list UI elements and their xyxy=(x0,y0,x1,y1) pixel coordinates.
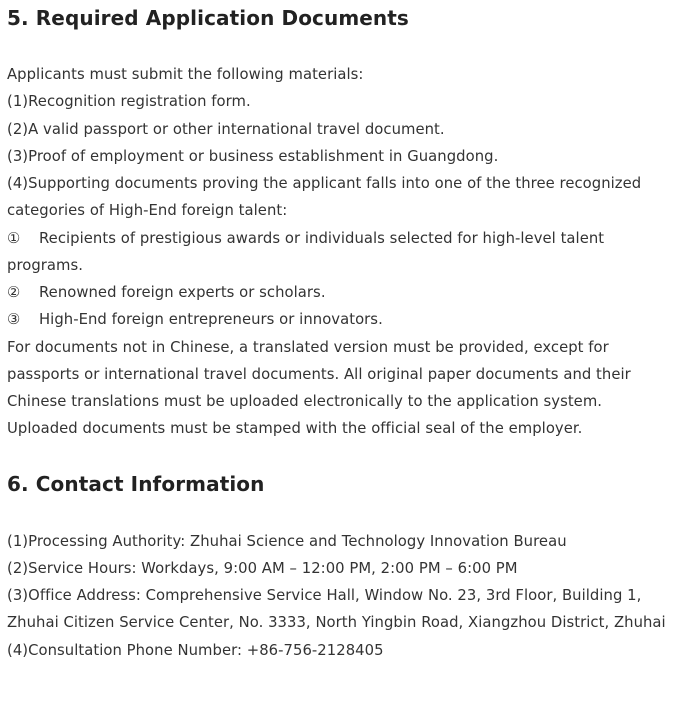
list-item xyxy=(7,555,668,582)
circled-number: ② xyxy=(7,284,21,301)
category-item xyxy=(7,306,668,333)
list-marker: (1) xyxy=(7,532,29,550)
list-marker: (4) xyxy=(7,175,29,192)
list-item-text: Processing Authority: Zhuhai Science and Technology Innovation Bureau xyxy=(28,532,567,550)
list-marker: (2) xyxy=(7,120,29,138)
note-paragraph: For documents not in Chinese, a translated version must be provided, except for passports or international travel documents. All original paper documents and their Chinese translations must be uploaded electronically to the application system. Uploaded documents must be stamped with the official seal of the employer. xyxy=(7,338,631,438)
section-body xyxy=(7,528,668,664)
category-item-text: Recipients of prestigious awards or individuals selected for high-level talent programs. xyxy=(7,229,605,274)
section-required-documents xyxy=(7,0,668,443)
category-item xyxy=(7,279,668,306)
list-item xyxy=(7,143,668,170)
list-item-text: Proof of employment or business establishment in Guangdong. xyxy=(28,147,499,165)
intro-text: Applicants must submit the following materials: xyxy=(7,66,364,83)
list-marker: (1) xyxy=(7,93,29,111)
list-marker: (2) xyxy=(7,559,29,577)
section-contact-information xyxy=(7,470,668,664)
list-item-text: Consultation Phone Number: +86-756-2128405 xyxy=(28,641,384,659)
list-item xyxy=(7,582,668,637)
circled-number: ③ xyxy=(7,311,21,329)
section-heading: 6. Contact Information xyxy=(7,471,265,496)
list-item xyxy=(7,170,668,225)
list-marker: (3) xyxy=(7,587,29,604)
category-item xyxy=(7,225,668,280)
category-item-text: Renowned foreign experts or scholars. xyxy=(39,284,326,301)
list-item xyxy=(7,528,668,555)
list-item-text: Supporting documents proving the applicant falls into one of the three recognized categories of High-End foreign talent: xyxy=(7,175,642,220)
list-item-text: Service Hours: Workdays, 9:00 AM – 12:00 PM, 2:00 PM – 6:00 PM xyxy=(28,559,518,577)
list-marker: (3) xyxy=(7,147,29,165)
section-heading: 5. Required Application Documents xyxy=(7,6,409,30)
list-item-text: A valid passport or other international travel document. xyxy=(28,120,445,138)
list-item-text: Office Address: Comprehensive Service Hall, Window No. 23, 3rd Floor, Building 1, Zhuhai Citizen Service Center, No. 3333, North Yingbin Road, Xiangzhou District, Zhuhai xyxy=(7,587,666,632)
list-marker: (4) xyxy=(7,641,29,659)
list-item xyxy=(7,116,668,143)
category-item-text: High-End foreign entrepreneurs or innovators. xyxy=(39,311,383,329)
list-item xyxy=(7,88,668,115)
section-body xyxy=(7,61,668,443)
circled-number: ① xyxy=(7,229,21,247)
list-item-text: Recognition registration form. xyxy=(28,93,251,111)
list-item xyxy=(7,637,668,664)
